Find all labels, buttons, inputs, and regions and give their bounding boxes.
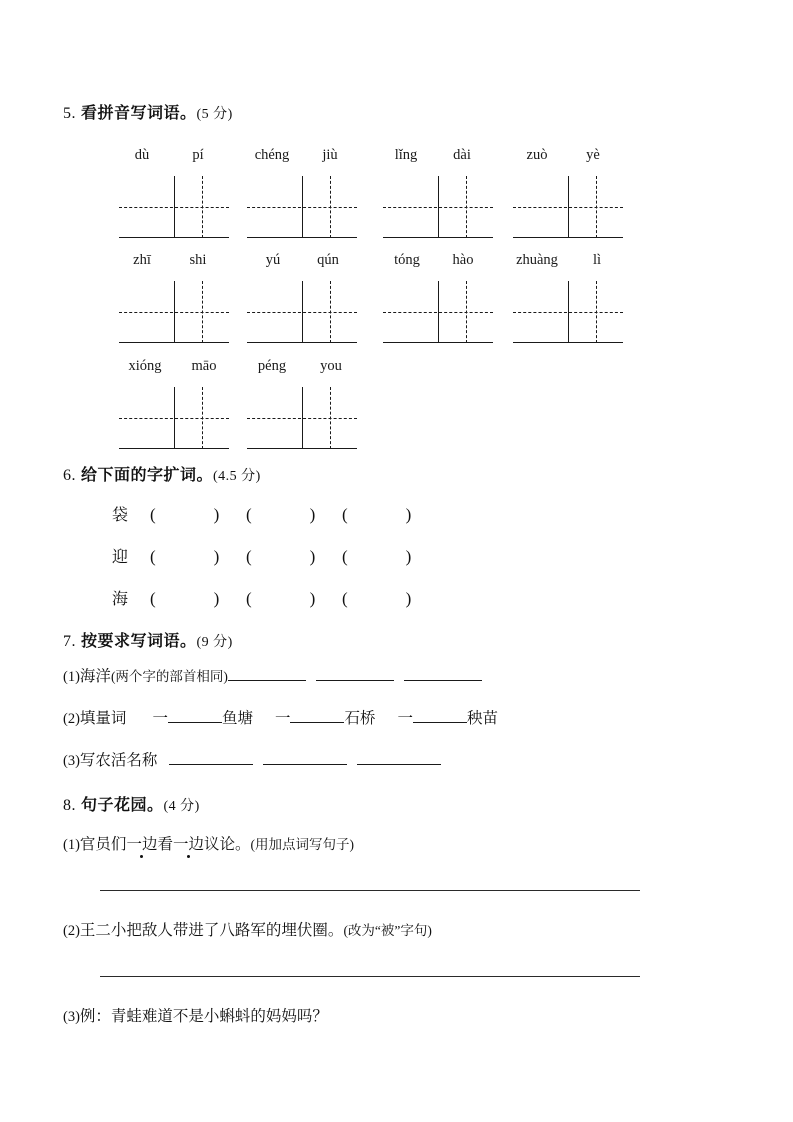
question-5-title: 看拼音写词语。 <box>80 105 197 122</box>
paren-close: ) <box>213 547 220 566</box>
question-5-points: (5 分) <box>196 107 233 122</box>
grid-baseline <box>383 342 493 343</box>
expand-word-row <box>112 586 434 609</box>
measure-word-noun: 鱼塘 <box>221 710 253 727</box>
target-character: 袋 <box>112 507 129 524</box>
q8-item-2 <box>63 918 432 940</box>
paren-close: ) <box>405 547 412 566</box>
paren-open: ( <box>150 505 156 524</box>
pinyin-label: dù <box>134 147 150 163</box>
expand-word-row <box>112 502 434 525</box>
item-lead: 海洋 <box>79 668 111 685</box>
item-index: (2) <box>63 711 80 727</box>
pinyin-label: jiù <box>322 147 338 163</box>
grid-dashed-hline <box>513 312 623 313</box>
q7-item-1 <box>63 664 482 686</box>
paren-open: ( <box>246 547 252 566</box>
item-index: (2) <box>63 923 80 939</box>
emphasis-word: 一边 <box>126 836 158 853</box>
sentence-text: 例：青蛙难道不是小蝌蚪的妈妈吗？ <box>79 1008 328 1025</box>
question-6-heading <box>63 462 261 485</box>
paren-close: ) <box>309 589 316 608</box>
paren-open: ( <box>150 589 156 608</box>
grid-dashed-hline <box>383 207 493 208</box>
answer-blank[interactable] <box>316 666 394 682</box>
pinyin-label: péng <box>257 358 287 374</box>
measure-word-noun: 秧苗 <box>467 710 499 727</box>
grid-baseline <box>247 342 357 343</box>
pinyin-label: xióng <box>128 358 162 374</box>
answer-parens[interactable] <box>150 589 242 609</box>
grid-dashed-hline <box>119 207 229 208</box>
answer-parens[interactable] <box>342 547 434 567</box>
pinyin-label: zhuàng <box>516 252 558 268</box>
grid-dashed-hline <box>247 207 357 208</box>
question-7-title: 按要求写词语。 <box>80 633 197 650</box>
answer-parens[interactable] <box>246 505 338 525</box>
paren-open: ( <box>246 505 252 524</box>
writing-grid-cell[interactable] <box>247 281 357 343</box>
paren-open: ( <box>342 547 348 566</box>
answer-blank[interactable] <box>404 666 482 682</box>
q8-item-1 <box>63 832 354 854</box>
question-6-points: (4.5 分) <box>212 469 261 484</box>
grid-baseline <box>119 342 229 343</box>
writing-grid-cell[interactable] <box>119 176 229 238</box>
grid-dashed-hline <box>247 418 357 419</box>
answer-blank[interactable] <box>263 750 347 766</box>
grid-dashed-hline <box>513 207 623 208</box>
writing-grid-cell[interactable] <box>247 176 357 238</box>
item-lead: 写农活名称 <box>79 752 158 769</box>
question-6-number: 6 <box>63 467 72 484</box>
paren-close: ) <box>309 547 316 566</box>
writing-grid-cell[interactable] <box>247 387 357 449</box>
item-note: (改为“被”字句) <box>343 923 432 938</box>
writing-grid-cell[interactable] <box>119 387 229 449</box>
item-index: (1) <box>63 669 80 685</box>
answer-parens[interactable] <box>246 547 338 567</box>
measure-word-blank[interactable] <box>290 708 344 724</box>
q8-item-3 <box>63 1004 328 1026</box>
question-5-heading <box>63 100 233 123</box>
writing-grid-cell[interactable] <box>383 176 493 238</box>
answer-rule[interactable] <box>100 976 640 977</box>
question-8-points: (4 分) <box>163 799 200 814</box>
grid-dashed-hline <box>383 312 493 313</box>
pinyin-label: hào <box>452 252 474 268</box>
pinyin-label: māo <box>191 358 217 374</box>
paren-open: ( <box>150 547 156 566</box>
pinyin-label: tóng <box>394 252 420 268</box>
writing-grid-cell[interactable] <box>513 176 623 238</box>
sentence-part-c: 议论。 <box>203 836 251 853</box>
grid-baseline <box>383 237 493 238</box>
pinyin-label: chéng <box>254 147 290 163</box>
question-8-heading <box>63 792 200 815</box>
paren-close: ) <box>405 505 412 524</box>
grid-baseline <box>513 237 623 238</box>
pinyin-label: lì <box>592 252 602 268</box>
grid-baseline <box>513 342 623 343</box>
question-7-points: (9 分) <box>196 635 233 650</box>
measure-word-one: 一 <box>152 710 168 727</box>
item-index: (3) <box>63 1009 80 1025</box>
pinyin-label: yè <box>586 147 600 163</box>
paren-close: ) <box>213 589 220 608</box>
measure-word-one: 一 <box>274 710 291 727</box>
q7-item-2 <box>63 706 498 728</box>
paren-close: ) <box>213 505 220 524</box>
question-6-title: 给下面的字扩词。 <box>80 467 213 484</box>
pinyin-label: dài <box>453 147 471 163</box>
writing-grid-cell[interactable] <box>383 281 493 343</box>
q7-item-3 <box>63 748 441 770</box>
question-7-separator: . <box>71 633 76 650</box>
answer-blank[interactable] <box>169 750 253 766</box>
emphasis-word: 一边 <box>172 836 204 853</box>
answer-parens[interactable] <box>342 589 434 609</box>
sentence-part-a: 官员们 <box>79 836 127 853</box>
paren-open: ( <box>246 589 252 608</box>
grid-baseline <box>247 448 357 449</box>
question-5-separator: . <box>71 105 76 122</box>
answer-parens[interactable] <box>246 589 338 609</box>
question-8-separator: . <box>71 797 76 814</box>
paren-close: ) <box>405 589 412 608</box>
measure-word-one: 一 <box>397 710 414 727</box>
pinyin-label: yú <box>265 252 281 268</box>
grid-dashed-hline <box>119 312 229 313</box>
grid-baseline <box>247 237 357 238</box>
pinyin-label: zhī <box>133 252 151 268</box>
measure-word-blank[interactable] <box>168 708 222 724</box>
expand-word-row <box>112 544 434 567</box>
paren-close: ) <box>309 505 316 524</box>
grid-dashed-hline <box>119 418 229 419</box>
question-8-number: 8 <box>63 797 72 814</box>
pinyin-label: you <box>320 358 342 374</box>
grid-baseline <box>119 237 229 238</box>
pinyin-label: qún <box>317 252 339 268</box>
writing-grid-cell[interactable] <box>119 281 229 343</box>
item-index: (1) <box>63 837 80 853</box>
grid-baseline <box>119 448 229 449</box>
question-8-title: 句子花园。 <box>80 797 164 814</box>
sentence-part-b: 看 <box>157 836 173 853</box>
grid-dashed-hline <box>247 312 357 313</box>
pinyin-label: zuò <box>526 147 548 163</box>
answer-parens[interactable] <box>150 547 242 567</box>
question-5-number: 5 <box>63 105 72 122</box>
item-note: (用加点词写句子) <box>250 837 354 852</box>
question-7-heading <box>63 628 233 651</box>
pinyin-label: shi <box>189 252 207 268</box>
item-index: (3) <box>63 753 80 769</box>
question-6-separator: . <box>71 467 76 484</box>
pinyin-label: lǐng <box>394 147 418 163</box>
answer-parens[interactable] <box>150 505 242 525</box>
item-lead: 填量词 <box>79 710 127 727</box>
item-note: (两个字的部首相同) <box>110 669 228 684</box>
answer-blank[interactable] <box>228 666 306 682</box>
answer-blank[interactable] <box>357 750 441 766</box>
question-7-number: 7 <box>63 633 72 650</box>
sentence-text: 王二小把敌人带进了八路军的埋伏圈。 <box>79 922 344 939</box>
answer-parens[interactable] <box>342 505 434 525</box>
writing-grid-cell[interactable] <box>513 281 623 343</box>
answer-rule[interactable] <box>100 890 640 891</box>
measure-word-blank[interactable] <box>413 708 467 724</box>
target-character: 海 <box>112 591 129 608</box>
pinyin-label: pí <box>192 147 204 163</box>
target-character: 迎 <box>112 549 129 566</box>
paren-open: ( <box>342 505 348 524</box>
measure-word-noun: 石桥 <box>344 710 376 727</box>
paren-open: ( <box>342 589 348 608</box>
